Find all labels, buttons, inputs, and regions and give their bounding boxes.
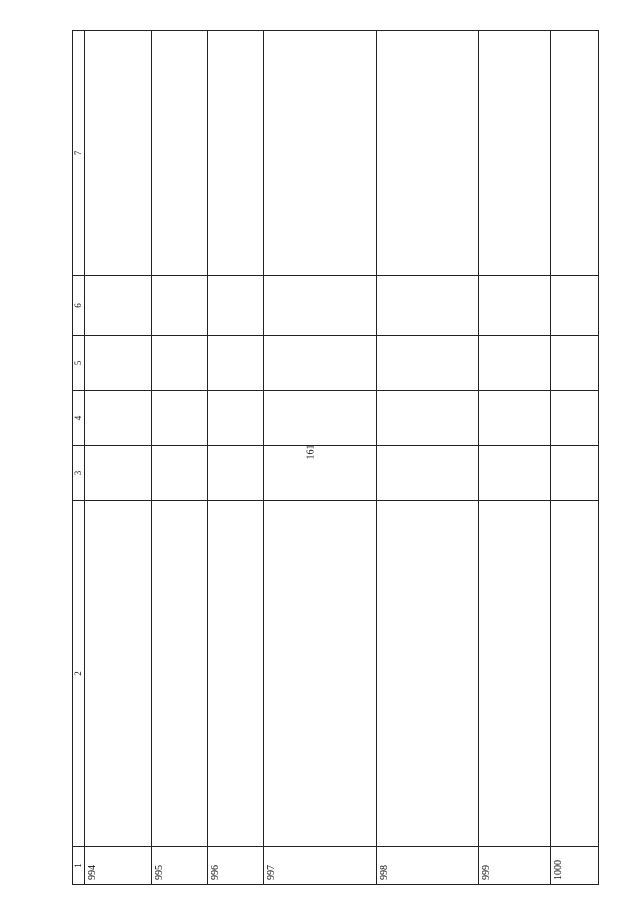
column-number: 3 [73, 446, 85, 501]
column-number: 7 [73, 31, 85, 276]
table-row [551, 31, 599, 885]
document-description [377, 501, 479, 847]
column-number-row [73, 31, 85, 885]
records-table-frame [72, 30, 597, 885]
retention-cell [551, 391, 599, 446]
retention-cell [551, 336, 599, 391]
retention-cell [85, 276, 152, 336]
notes-cell [479, 31, 551, 276]
document-description [551, 501, 599, 847]
document-description [264, 501, 377, 847]
records-table-rotated [72, 30, 597, 885]
article-number: 998 [377, 847, 479, 885]
retention-cell [152, 446, 208, 501]
document-description [208, 501, 264, 847]
retention-cell [479, 336, 551, 391]
document-description [479, 501, 551, 847]
retention-cell [85, 336, 152, 391]
retention-cell [85, 391, 152, 446]
retention-cell [377, 276, 479, 336]
document-description [152, 501, 208, 847]
retention-cell [377, 336, 479, 391]
retention-cell [377, 446, 479, 501]
retention-cell [551, 446, 599, 501]
table-row [264, 31, 377, 885]
notes-cell [551, 31, 599, 276]
page-number: 161 [305, 444, 317, 460]
table-row [85, 31, 152, 885]
retention-cell [208, 276, 264, 336]
retention-cell [264, 276, 377, 336]
column-number: 5 [73, 336, 85, 391]
column-number: 6 [73, 276, 85, 336]
article-number: 997 [264, 847, 377, 885]
document-description [85, 501, 152, 847]
retention-cell [152, 336, 208, 391]
article-number: 996 [208, 847, 264, 885]
retention-cell [479, 276, 551, 336]
retention-cell [152, 276, 208, 336]
records-retention-table [72, 30, 599, 885]
column-number: 4 [73, 391, 85, 446]
article-number: 994 [85, 847, 152, 885]
table-row [377, 31, 479, 885]
article-number: 995 [152, 847, 208, 885]
retention-cell [85, 446, 152, 501]
retention-cell [479, 446, 551, 501]
retention-cell [264, 446, 377, 501]
retention-cell [152, 391, 208, 446]
retention-cell [479, 391, 551, 446]
retention-cell [264, 336, 377, 391]
retention-cell [208, 391, 264, 446]
column-number: 1 [73, 847, 85, 885]
article-number: 1000 [551, 847, 599, 885]
notes-cell [152, 31, 208, 276]
retention-cell [208, 446, 264, 501]
notes-cell [208, 31, 264, 276]
retention-cell [264, 391, 377, 446]
notes-cell [85, 31, 152, 276]
retention-cell [208, 336, 264, 391]
notes-cell [377, 31, 479, 276]
retention-cell [377, 391, 479, 446]
table-row [152, 31, 208, 885]
notes-cell [264, 31, 377, 276]
table-row [479, 31, 551, 885]
retention-cell [551, 276, 599, 336]
table-row [208, 31, 264, 885]
article-number: 999 [479, 847, 551, 885]
column-number: 2 [73, 501, 85, 847]
